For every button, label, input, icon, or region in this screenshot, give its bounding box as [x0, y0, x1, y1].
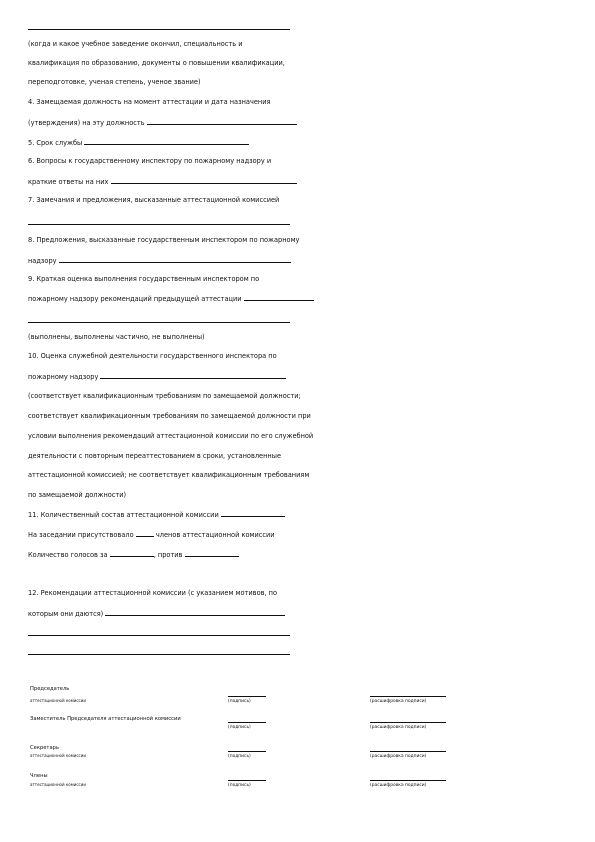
item-11-label: [28, 510, 285, 520]
attendance-count-field[interactable]: [136, 530, 154, 537]
item-8-label-cont: [28, 256, 291, 266]
item-5-text: 5. Срок службы: [28, 139, 83, 147]
signature-caption: (подпись): [228, 725, 251, 730]
secretary-sub-label: аттестационной комиссии: [30, 753, 86, 758]
item-12-fill-line-2[interactable]: [28, 635, 290, 636]
item-11-attendance: [28, 530, 275, 540]
deputy-signature-line[interactable]: [228, 722, 266, 723]
members-name-line[interactable]: [370, 780, 446, 781]
item-4-fill-line[interactable]: [147, 118, 297, 125]
name-caption: (расшифровка подписи): [370, 699, 427, 704]
item-5-fill-line[interactable]: [84, 138, 249, 145]
item-10-label-cont: [28, 372, 286, 382]
votes-for-field[interactable]: [110, 550, 154, 557]
item-12-label: 12. Рекомендации аттестационной комиссии (с указанием мотивов, по: [28, 589, 278, 597]
chairman-label: Председатель: [30, 686, 70, 692]
item-12-text: которым они даются): [28, 610, 104, 618]
secretary-name-line[interactable]: [370, 751, 446, 752]
item-12-fill-line-3[interactable]: [28, 654, 290, 655]
education-note: (когда и какое учебное заведение окончил, специальность и: [28, 40, 243, 48]
members-signature-line[interactable]: [228, 780, 266, 781]
fill-line[interactable]: [28, 29, 290, 30]
chairman-sub-label: аттестационной комиссии: [30, 698, 86, 703]
votes-against-text: , против: [153, 551, 183, 559]
item-7-label: 7. Замечания и предложения, высказанные аттестационной комиссией: [28, 196, 280, 204]
item-9-fill-line[interactable]: [244, 294, 314, 301]
item-7-fill-line[interactable]: [28, 224, 290, 225]
item-4-label-cont: [28, 118, 297, 128]
item-11-votes: [28, 550, 239, 560]
item-5-label: [28, 138, 249, 148]
item-10-fill-line[interactable]: [100, 372, 286, 379]
item-4-text: (утверждения) на эту должность: [28, 119, 145, 127]
name-caption: (расшифровка подписи): [370, 725, 427, 730]
item-10-note: условии выполнения рекомендаций аттестационной комиссии по его служебной: [28, 432, 314, 440]
item-4-label: 4. Замещаемая должность на момент аттестации и дата назначения: [28, 98, 271, 106]
members-sub-label: аттестационной комиссии: [30, 782, 86, 787]
item-12-label-cont: [28, 609, 285, 619]
item-9-fill-line-2[interactable]: [28, 322, 290, 323]
item-11-text: 11. Количественный состав аттестационной комиссии: [28, 511, 219, 519]
signature-caption: (подпись): [228, 783, 251, 788]
item-10-text: пожарному надзору: [28, 373, 99, 381]
secretary-label: Секретарь: [30, 745, 59, 751]
attendance-text: На заседании присутствовало: [28, 531, 134, 539]
deputy-name-line[interactable]: [370, 722, 446, 723]
item-10-note: по замещаемой должности): [28, 491, 127, 499]
item-9-label-cont: [28, 294, 314, 304]
item-10-label: 10. Оценка служебной деятельности государственного инспектора по: [28, 352, 277, 360]
item-6-text: краткие ответы на них: [28, 178, 109, 186]
item-6-label-cont: [28, 177, 297, 187]
item-10-note: деятельности с повторным переаттестованием в сроки, установленные: [28, 452, 281, 460]
signature-caption: (подпись): [228, 754, 251, 759]
attendance-text-2: членов аттестационной комиссии: [155, 531, 275, 539]
item-11-fill-line[interactable]: [221, 510, 285, 517]
secretary-signature-line[interactable]: [228, 751, 266, 752]
item-12-fill-line[interactable]: [105, 609, 285, 616]
signature-caption: (подпись): [228, 699, 251, 704]
education-note: квалификация по образованию, документы о повышении квалификации,: [28, 59, 285, 67]
name-caption: (расшифровка подписи): [370, 754, 427, 759]
item-8-label: 8. Предложения, высказанные государственным инспектором по пожарному: [28, 236, 300, 244]
item-10-note: (соответствует квалификационным требованиям по замещаемой должности;: [28, 392, 301, 400]
education-note: переподготовке, ученая степень, ученое звание): [28, 78, 201, 86]
members-label: Члены: [30, 773, 48, 779]
votes-against-field[interactable]: [185, 550, 239, 557]
item-9-label: 9. Краткая оценка выполнения государственным инспектором по: [28, 275, 260, 283]
item-9-note: (выполнены, выполнены частично, не выполнены): [28, 333, 205, 341]
votes-for-text: Количество голосов за: [28, 551, 108, 559]
item-6-label: 6. Вопросы к государственному инспектору по пожарному надзору и: [28, 157, 272, 165]
chairman-signature-line[interactable]: [228, 696, 266, 697]
item-10-note: аттестационной комиссией; не соответствует квалификационным требованиям: [28, 471, 310, 479]
item-10-note: соответствует квалификационным требованиям по замещаемой должности при: [28, 412, 311, 420]
item-8-fill-line[interactable]: [59, 256, 291, 263]
name-caption: (расшифровка подписи): [370, 783, 427, 788]
item-9-text: пожарному надзору рекомендаций предыдущей аттестации: [28, 295, 242, 303]
item-6-fill-line[interactable]: [111, 177, 297, 184]
item-8-text: надзору: [28, 257, 57, 265]
deputy-label: Заместитель Председателя аттестационной комиссии: [30, 716, 181, 722]
chairman-name-line[interactable]: [370, 696, 446, 697]
